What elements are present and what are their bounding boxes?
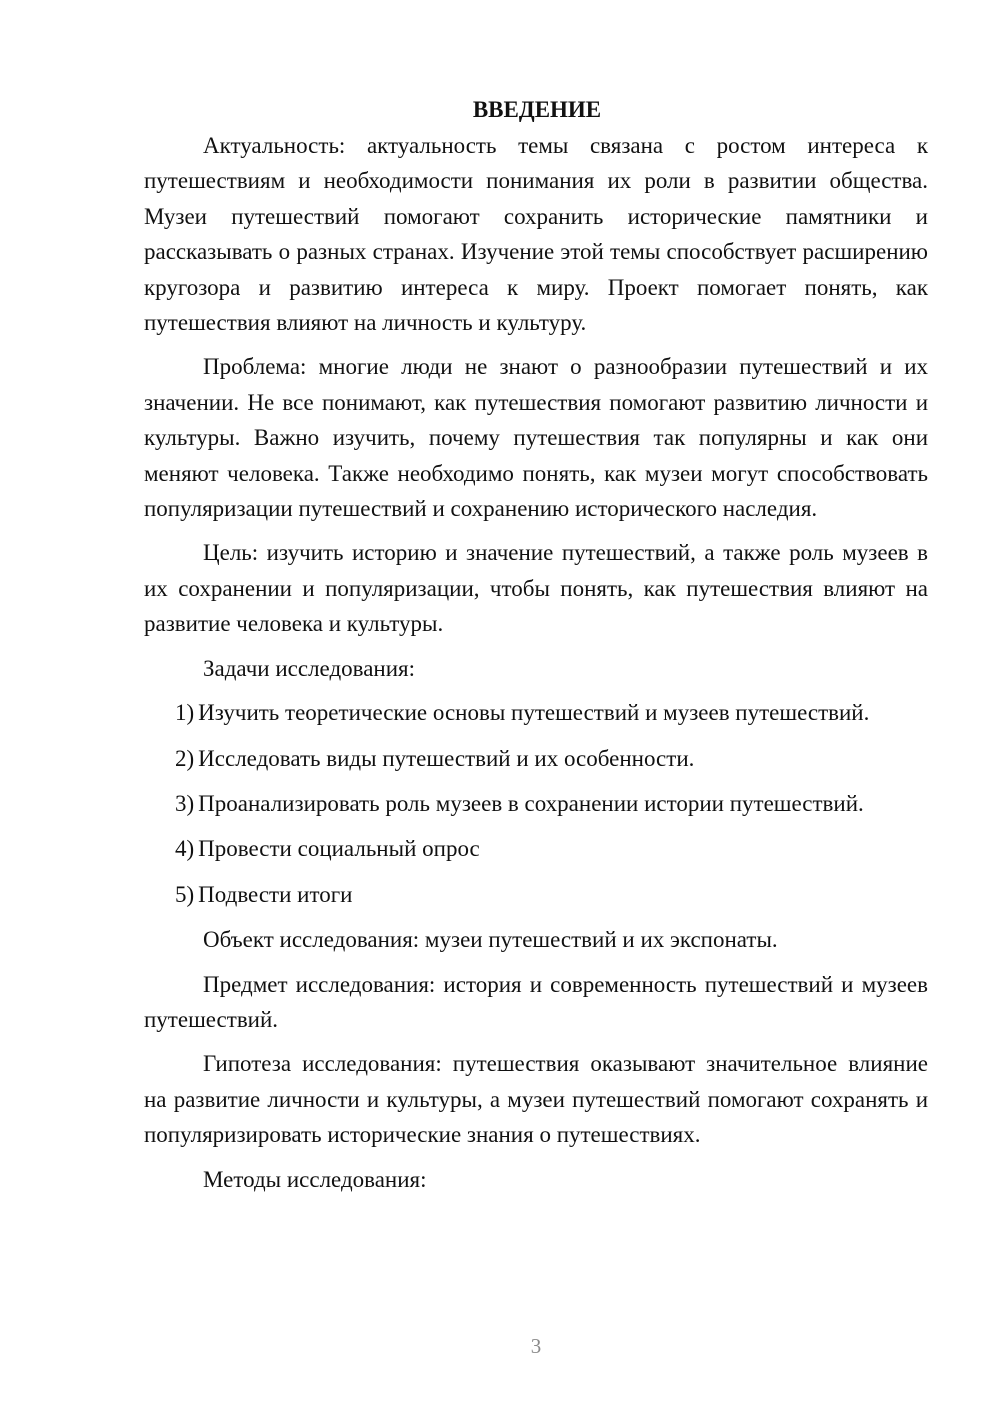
hypothesis-paragraph: Гипотеза исследования: путешествия оказывают значительное влияние на развитие личности и культуры, а музеи путешествий помогают сохранять и популяризировать исторические знания о путешествиях. xyxy=(144,1051,928,1148)
list-item-text: Проанализировать роль музеев в сохранении истории путешествий. xyxy=(198,790,864,816)
list-item-text: Подвести итоги xyxy=(198,881,353,907)
list-item-text: Исследовать виды путешествий и их особенности. xyxy=(198,745,695,771)
page-number: 3 xyxy=(530,1334,542,1358)
list-item-text: Провести социальный опрос xyxy=(198,836,480,862)
list-item-number: 3) xyxy=(175,790,195,816)
list-item-number: 4) xyxy=(175,836,195,862)
list-item xyxy=(144,695,928,730)
list-item xyxy=(144,831,928,866)
list-item-number: 1) xyxy=(175,700,195,726)
goal-paragraph: Цель: изучить историю и значение путешествий, а также роль музеев в их сохранении и популяризации, чтобы понять, как путешествия влияют на развитие человека и культуры. xyxy=(144,540,928,637)
tasks-list xyxy=(144,695,928,912)
list-item xyxy=(144,877,928,912)
methods-heading: Методы исследования: xyxy=(203,1166,427,1192)
object-paragraph: Объект исследования: музеи путешествий и их экспонаты. xyxy=(203,927,778,953)
page-title: ВВЕДЕНИЕ xyxy=(472,97,602,122)
page-content xyxy=(144,92,928,1206)
relevance-paragraph: Актуальность: актуальность темы связана с ростом интереса к путешествиям и необходимости понимания их роли в развитии общества. Музеи путешествий помогают сохранить исторические памятники и рассказывать о разных странах. Изучение этой темы способствует расширению кругозора и развитию интереса к миру. Проект помогает понять, как путешествия влияют на личность и культуру. xyxy=(144,133,928,336)
subject-paragraph: Предмет исследования: история и современность путешествий и музеев путешествий. xyxy=(144,971,928,1032)
list-item xyxy=(144,741,928,776)
list-item-text: Изучить теоретические основы путешествий и музеев путешествий. xyxy=(198,700,870,726)
problem-paragraph: Проблема: многие люди не знают о разнообразии путешествий и их значении. Не все понимают, как путешествия помогают развитию личности и культуры. Важно изучить, почему путешествия так популярны и как они меняют человека. Также необходимо понять, как музеи могут способствовать популяризации путешествий и сохранению исторического наследия. xyxy=(144,354,928,522)
list-item-number: 5) xyxy=(175,881,195,907)
list-item-number: 2) xyxy=(175,745,195,771)
list-item xyxy=(144,786,928,821)
tasks-heading: Задачи исследования: xyxy=(203,655,416,681)
